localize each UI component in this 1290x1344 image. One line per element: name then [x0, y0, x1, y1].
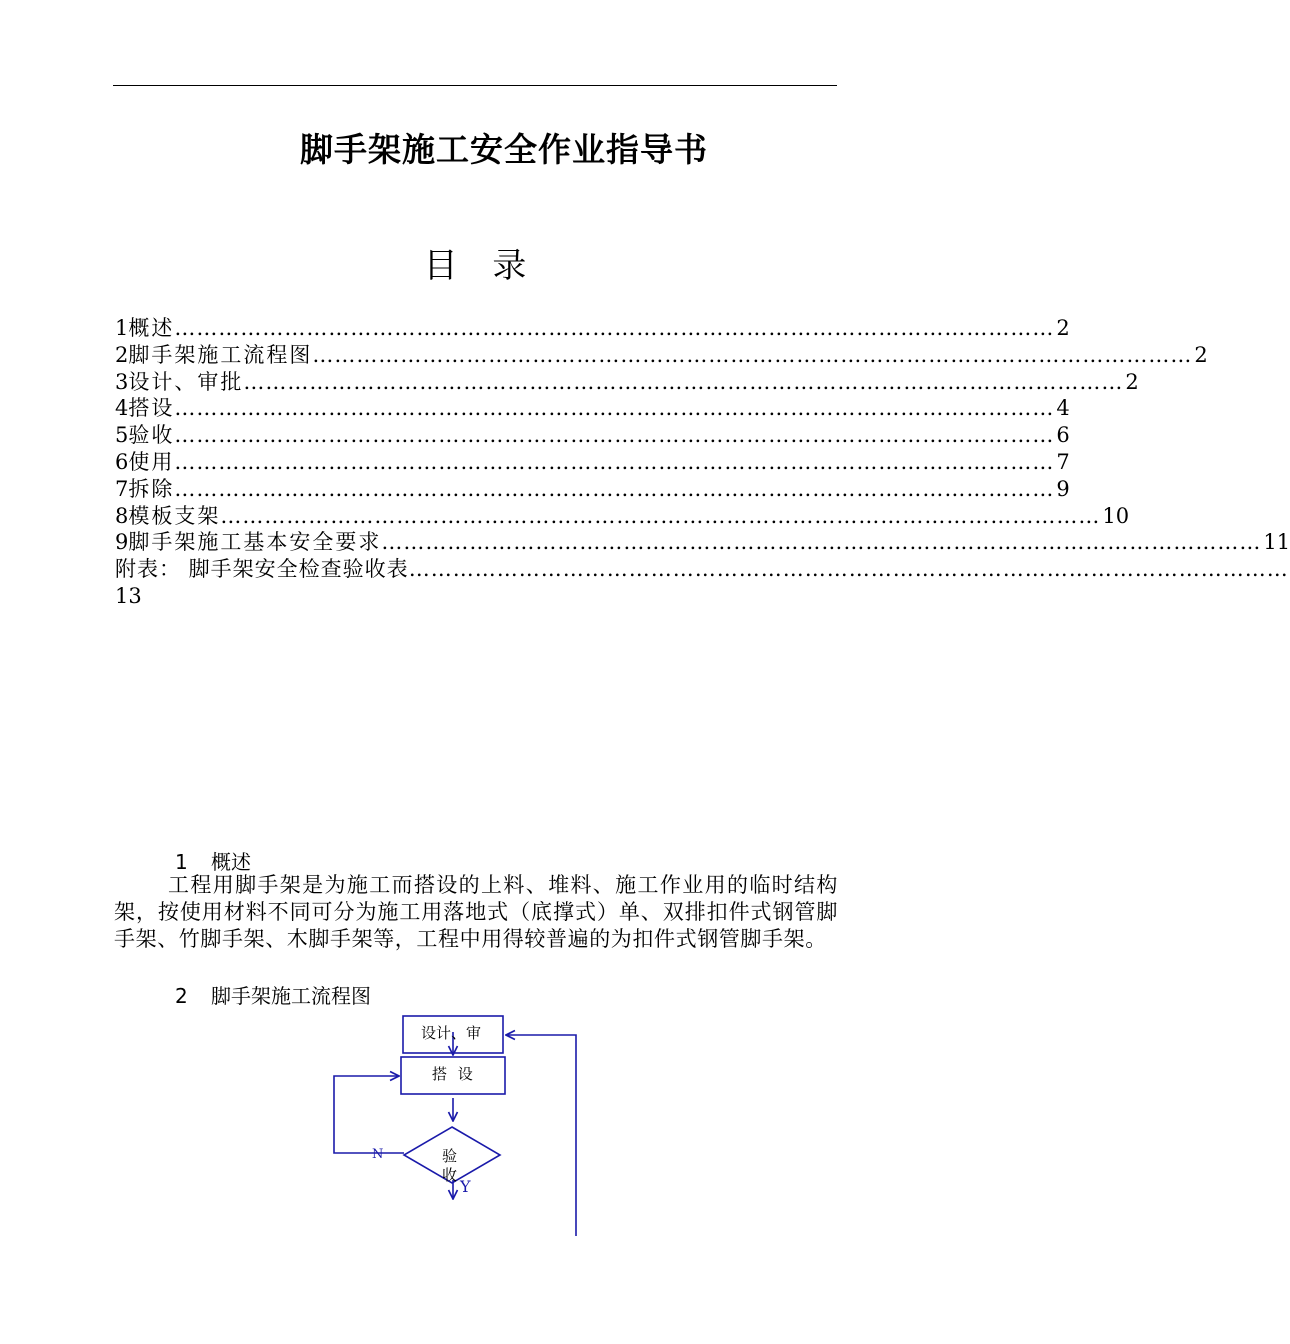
toc-entry-number: 9 [115, 530, 129, 555]
flow-label-no: N [372, 1147, 384, 1162]
toc-entry-page: 9 [1056, 476, 1070, 501]
toc-entry-label: 验收 [128, 423, 175, 448]
toc-leader: ………………………………………………………………………………………………………… [243, 369, 1124, 394]
toc-entry-page: 2 [1194, 342, 1208, 367]
toc-entry-page: 7 [1056, 449, 1070, 474]
toc-leader: ………………………………………………………………………………………………………… [174, 316, 1055, 340]
toc-entry-page: 2 [1056, 316, 1070, 340]
toc-heading-char: 目 [423, 246, 458, 286]
toc-appendix-label: 附表： 脚手架安全检查验收表 [115, 557, 409, 582]
toc-entry-number: 5 [115, 423, 129, 448]
flow-loop-arrow-no [334, 1076, 404, 1153]
toc-leader: ………………………………………………………………………………………………………… [381, 530, 1262, 555]
flow-label-yes: Y [460, 1177, 471, 1196]
section-number: 2 [175, 984, 188, 1008]
flow-diamond-label: 验 [442, 1147, 458, 1165]
flow-box-design-label: 设计、审 [421, 1024, 482, 1042]
toc-entry-number: 3 [115, 369, 129, 394]
toc-entry-number: 4 [115, 396, 129, 421]
flow-box-erect-label: 搭 设 [432, 1065, 476, 1083]
toc-entry-label: 脚手架施工流程图 [128, 342, 313, 367]
toc-entry-label: 概述 [128, 316, 175, 340]
toc-leader: ………………………………………………………………………………………………………… [220, 503, 1101, 528]
toc-appendix-page: 13 [115, 583, 142, 608]
section-title: 概述 [211, 850, 251, 874]
flow-loop-arrow-return [506, 1035, 576, 1236]
toc-entry-number: 8 [115, 503, 129, 528]
toc-entry-number: 1 [115, 316, 129, 340]
toc-leader: ………………………………………………………………………………………………………… [174, 449, 1055, 474]
section-number: 1 [175, 850, 188, 874]
toc-entry-label: 模板支架 [128, 503, 221, 528]
toc-leader: ………………………………………………………………………………………………………… [174, 476, 1055, 501]
toc-entry-label: 使用 [128, 449, 175, 474]
toc-entry-page: 4 [1056, 396, 1070, 421]
toc-entry-number: 2 [115, 342, 129, 367]
toc-leader: ………………………………………………………………………………………………………… [174, 396, 1055, 421]
toc-heading-char: 录 [492, 246, 527, 286]
flow-diamond-label: 收 [442, 1166, 458, 1184]
section-title: 脚手架施工流程图 [211, 984, 371, 1008]
toc-entry-label: 设计、审批 [128, 369, 244, 394]
toc-leader: ………………………………………………………………………………………………………… [174, 423, 1055, 448]
toc-entry-page: 2 [1125, 369, 1139, 394]
toc-entry-page: 6 [1056, 423, 1070, 448]
toc-entry-page: 11 [1263, 530, 1290, 555]
toc-entry-label: 拆除 [128, 476, 175, 501]
toc-entry-label: 脚手架施工基本安全要求 [128, 530, 382, 555]
toc-entry-number: 7 [115, 476, 129, 501]
toc-entry-number: 6 [115, 449, 129, 474]
toc-leader: ………………………………………………………………………………………………………… [408, 557, 1289, 582]
document-title: 脚手架施工安全作业指导书 [300, 130, 708, 169]
section-body: 工程用脚手架是为施工而搭设的上料、堆料、施工作业用的临时结构架，按使用材料不同可分为施工用落地式（底撑式）单、双排扣件式钢管脚手架、竹脚手架、木脚手架等，工程中用得较普遍的为扣件式钢管脚手架。 [114, 873, 838, 951]
toc-entry-label: 搭设 [128, 396, 175, 421]
toc-leader: ………………………………………………………………………………………………………… [312, 342, 1193, 367]
toc-entry-page: 10 [1102, 503, 1130, 528]
